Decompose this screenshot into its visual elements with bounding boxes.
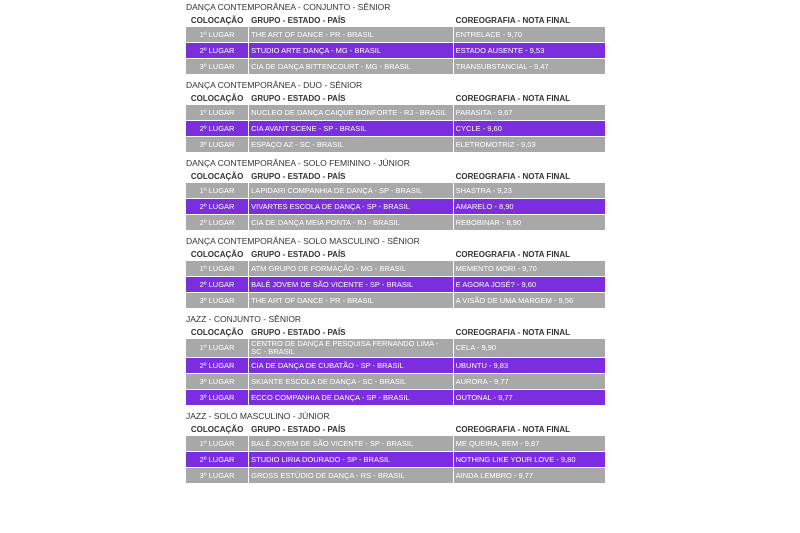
results-table — [185, 92, 606, 153]
choreography-cell: UBUNTU - 9,83 — [454, 358, 605, 373]
table-row — [186, 452, 605, 467]
header-place: COLOCAÇÃO — [186, 93, 248, 104]
header-group: GRUPO - ESTADO - PAÍS — [249, 249, 452, 260]
group-cell: CIA DE DANÇA BITTENCOURT - MG - BRASIL — [249, 59, 452, 74]
header-row — [186, 327, 605, 338]
header-row — [186, 15, 605, 26]
group-cell: ATM GRUPO DE FORMAÇÃO - MG - BRASIL — [249, 261, 452, 276]
choreography-cell: ENTRELACE - 9,70 — [454, 27, 605, 42]
place-cell: 3º LUGAR — [186, 468, 248, 483]
header-group: GRUPO - ESTADO - PAÍS — [249, 15, 452, 26]
header-choreography: COREOGRAFIA - NOTA FINAL — [454, 15, 605, 26]
table-row — [186, 215, 605, 230]
section-title: JAZZ - CONJUNTO - SÊNIOR — [186, 314, 302, 324]
group-cell: STUDIO LIRIA DOURADO - SP - BRASIL — [249, 452, 452, 467]
choreography-cell: ME QUEIRA, BEM - 9,87 — [454, 436, 605, 451]
header-choreography: COREOGRAFIA - NOTA FINAL — [454, 424, 605, 435]
choreography-cell: MEMENTO MORI - 9,70 — [454, 261, 605, 276]
place-cell: 2º LUGAR — [186, 121, 248, 136]
group-cell: CIA AVANT SCENE - SP - BRASIL — [249, 121, 452, 136]
place-cell: 2º LUGAR — [186, 199, 248, 214]
header-group: GRUPO - ESTADO - PAÍS — [249, 424, 452, 435]
choreography-cell: CELA - 9,90 — [454, 339, 605, 357]
group-cell: THE ART OF DANCE - PR - BRASIL — [249, 27, 452, 42]
place-cell: 1º LUGAR — [186, 436, 248, 451]
group-cell: CENTRO DE DANÇA E PESQUISA FERNANDO LIMA - SC - BRASIL — [249, 339, 452, 357]
group-cell: VIVARTES ESCOLA DE DANÇA - SP - BRASIL — [249, 199, 452, 214]
table-row — [186, 43, 605, 58]
choreography-cell: NOTHING LIKE YOUR LOVE - 9,80 — [454, 452, 605, 467]
results-container — [186, 0, 606, 484]
group-cell: BALÉ JOVEM DE SÃO VICENTE - SP - BRASIL — [249, 277, 452, 292]
place-cell: 2º LUGAR — [186, 277, 248, 292]
header-choreography: COREOGRAFIA - NOTA FINAL — [454, 93, 605, 104]
table-row — [186, 59, 605, 74]
place-cell: 3º LUGAR — [186, 137, 248, 152]
choreography-cell: AMARELO - 8,90 — [454, 199, 605, 214]
group-cell: NUCLEO DE DANÇA CAIQUE BONFORTE - RJ - BRASIL — [249, 105, 452, 120]
place-cell: 3º LUGAR — [186, 374, 248, 389]
group-cell: BALÉ JOVEM DE SÃO VICENTE - SP - BRASIL — [249, 436, 452, 451]
header-place: COLOCAÇÃO — [186, 15, 248, 26]
table-row — [186, 293, 605, 308]
choreography-cell: PARASITA - 9,67 — [454, 105, 605, 120]
table-row — [186, 105, 605, 120]
table-row — [186, 261, 605, 276]
table-row — [186, 468, 605, 483]
section-title: DANÇA CONTEMPORÂNEA - DUO - SÊNIOR — [186, 80, 363, 90]
group-cell: SKIANTE ESCOLA DE DANÇA - SC - BRASIL — [249, 374, 452, 389]
choreography-cell: AURORA - 9,77 — [454, 374, 605, 389]
results-table — [185, 326, 606, 406]
header-group: GRUPO - ESTADO - PAÍS — [249, 327, 452, 338]
table-row — [186, 436, 605, 451]
choreography-cell: REBOBINAR - 8,90 — [454, 215, 605, 230]
group-cell: STUDIO ARTE DANÇA - MG - BRASIL — [249, 43, 452, 58]
results-table — [185, 14, 606, 75]
table-row — [186, 277, 605, 292]
choreography-cell: AINDA LEMBRO - 9,77 — [454, 468, 605, 483]
choreography-cell: ELETROMOTRIZ - 9,03 — [454, 137, 605, 152]
header-row — [186, 249, 605, 260]
table-row — [186, 358, 605, 373]
header-group: GRUPO - ESTADO - PAÍS — [249, 93, 452, 104]
results-table — [185, 423, 606, 484]
table-row — [186, 199, 605, 214]
place-cell: 2º LUGAR — [186, 452, 248, 467]
header-row — [186, 93, 605, 104]
place-cell: 2º LUGAR — [186, 43, 248, 58]
group-cell: CIA DE DANÇA MEIA PONTA - RJ - BRASIL — [249, 215, 452, 230]
table-row — [186, 121, 605, 136]
place-cell: 1º LUGAR — [186, 261, 248, 276]
place-cell: 3º LUGAR — [186, 390, 248, 405]
header-group: GRUPO - ESTADO - PAÍS — [249, 171, 452, 182]
group-cell: ECCO COMPANHIA DE DANÇA - SP - BRASIL — [249, 390, 452, 405]
group-cell: THE ART OF DANCE - PR - BRASIL — [249, 293, 452, 308]
section-title: JAZZ - SOLO MASCULINO - JÚNIOR — [186, 411, 330, 421]
table-row — [186, 137, 605, 152]
section-title: DANÇA CONTEMPORÂNEA - SOLO FEMININO - JÚNIOR — [186, 158, 410, 168]
section-title: DANÇA CONTEMPORÂNEA - CONJUNTO - SÊNIOR — [186, 2, 391, 12]
choreography-cell: SHASTRA - 9,23 — [454, 183, 605, 198]
results-table — [185, 170, 606, 231]
header-place: COLOCAÇÃO — [186, 171, 248, 182]
table-row — [186, 27, 605, 42]
table-row — [186, 390, 605, 405]
header-place: COLOCAÇÃO — [186, 327, 248, 338]
header-place: COLOCAÇÃO — [186, 424, 248, 435]
choreography-cell: TRANSUBSTANCIAL - 9,47 — [454, 59, 605, 74]
table-row — [186, 374, 605, 389]
place-cell: 1º LUGAR — [186, 27, 248, 42]
place-cell: 2º LUGAR — [186, 215, 248, 230]
place-cell: 1º LUGAR — [186, 105, 248, 120]
group-cell: LAPIDARI COMPANHIA DE DANÇA - SP - BRASIL — [249, 183, 452, 198]
place-cell: 2º LUGAR — [186, 358, 248, 373]
table-row — [186, 339, 605, 357]
choreography-cell: CYCLE - 9,60 — [454, 121, 605, 136]
header-choreography: COREOGRAFIA - NOTA FINAL — [454, 327, 605, 338]
section-title: DANÇA CONTEMPORÂNEA - SOLO MASCULINO - SÊNIOR — [186, 236, 420, 246]
results-table — [185, 248, 606, 309]
choreography-cell: ESTADO AUSENTE - 9,53 — [454, 43, 605, 58]
group-cell: CIA DE DANÇA DE CUBATÃO - SP - BRASIL — [249, 358, 452, 373]
header-choreography: COREOGRAFIA - NOTA FINAL — [454, 171, 605, 182]
place-cell: 3º LUGAR — [186, 59, 248, 74]
header-row — [186, 424, 605, 435]
place-cell: 1º LUGAR — [186, 339, 248, 357]
place-cell: 1º LUGAR — [186, 183, 248, 198]
place-cell: 3º LUGAR — [186, 293, 248, 308]
header-place: COLOCAÇÃO — [186, 249, 248, 260]
table-row — [186, 183, 605, 198]
header-row — [186, 171, 605, 182]
choreography-cell: E AGORA JOSÉ? - 9,60 — [454, 277, 605, 292]
choreography-cell: OUTONAL - 9,77 — [454, 390, 605, 405]
group-cell: ESPAÇO AZ - SC - BRASIL — [249, 137, 452, 152]
header-choreography: COREOGRAFIA - NOTA FINAL — [454, 249, 605, 260]
group-cell: GROSS ESTÚDIO DE DANÇA - RS - BRASIL — [249, 468, 452, 483]
choreography-cell: A VISÃO DE UMA MARGEM - 9,56 — [454, 293, 605, 308]
